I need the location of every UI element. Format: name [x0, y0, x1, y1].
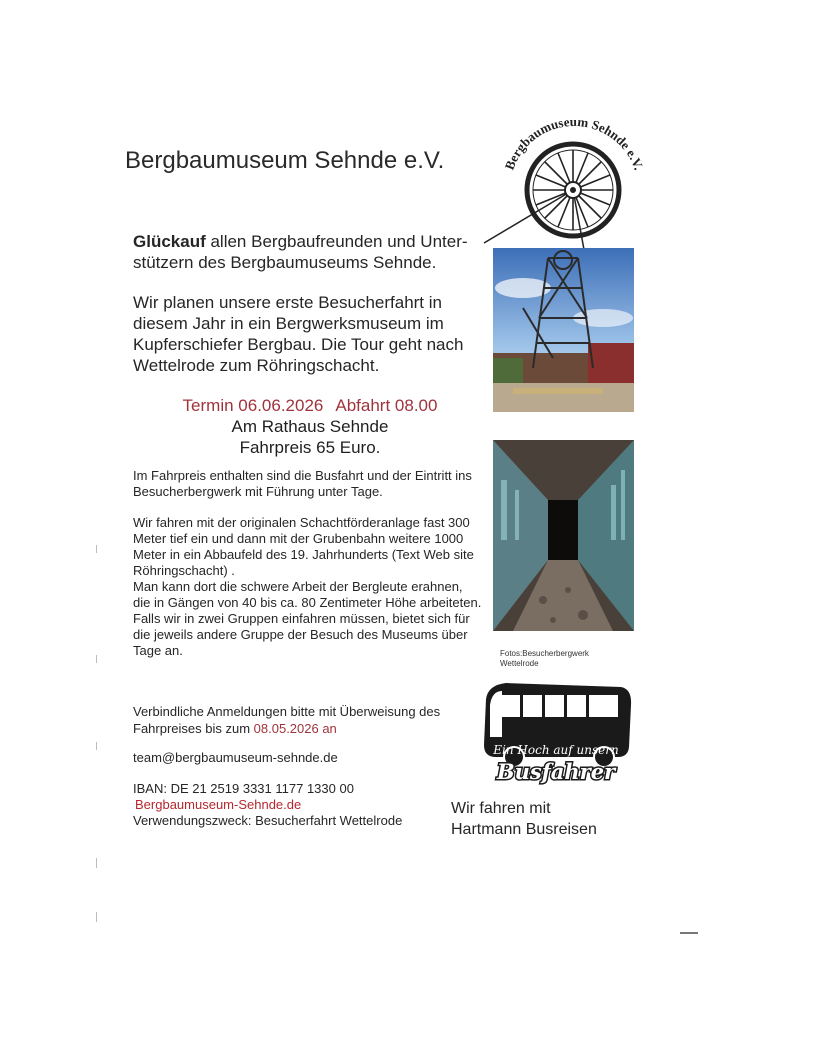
contact-email: team@bergbaumuseum-sehnde.de: [133, 750, 338, 765]
registration-text: [133, 703, 473, 737]
greeting-paragraph: [133, 231, 493, 273]
museum-logo: [470, 115, 652, 255]
caption-line-2: Wettelrode: [500, 659, 539, 668]
departure-place: Am Rathaus Sehnde: [231, 417, 389, 436]
payment-purpose: Verwendungszweck: Besucherfahrt Wettelrode: [133, 813, 403, 828]
operator-line-2: Hartmann Busreisen: [451, 821, 597, 838]
scan-mark: [96, 912, 97, 922]
included-text: Im Fahrpreis enthalten sind die Busfahrt und der Eintritt ins Besucherbergwerk mit Führung unter Tage.: [133, 468, 472, 499]
bus-slogan-line-1: Ein Hoch auf unsern: [493, 743, 619, 757]
scan-mark: [96, 858, 97, 868]
tour-line-1: Wir fahren mit der originalen Schachtförderanlage fast 300 Meter tief ein und dann mit der Grubenbahn weitere 1000 Meter in ein Abbaufeld des 19. Jahrhunderts (Text Web site Röhringschacht) .: [133, 515, 474, 578]
page-title: Bergbaumuseum Sehnde e.V.: [125, 147, 445, 174]
bus-slogan-line-2: Busfahrer: [496, 759, 616, 784]
registration-instructions: Verbindliche Anmeldungen bitte mit Überweisung des Fahrpreises bis zum: [133, 704, 441, 736]
caption-line-1: Fotos:Besucherbergwerk: [500, 649, 589, 658]
fare: Fahrpreis 65 Euro.: [239, 438, 381, 457]
registration-deadline: 08.05.2026 an: [253, 721, 337, 736]
tour-line-2: Man kann dort die schwere Arbeit der Bergleute erahnen, die in Gängen von 40 bis ca. 80 Zentimeter Höhe arbeiteten.: [133, 579, 482, 610]
scan-mark: [96, 545, 97, 553]
photo-caption: [500, 649, 589, 669]
departure-time: Abfahrt 08.00: [335, 396, 438, 415]
tunnel-photo: [493, 440, 634, 631]
headframe-photo: [493, 248, 634, 412]
scan-mark: [680, 932, 698, 934]
plan-paragraph: Wir planen unsere erste Besucherfahrt in diesem Jahr in ein Bergwerksmuseum im Kupferschiefer Bergbau. Die Tour geht nach Wettelrode zum Röhringschacht.: [133, 293, 464, 375]
termin-date: Termin 06.06.2026: [182, 396, 324, 415]
tour-description: [133, 515, 483, 659]
scan-mark: [96, 742, 97, 750]
greeting-text: allen Bergbaufreunden und Unter-stützern des Bergbaumuseums Sehnde.: [133, 232, 468, 272]
iban: IBAN: DE 21 2519 3331 1177 1330 00: [133, 781, 354, 796]
termin-line: [160, 395, 460, 416]
bus-operator: [451, 798, 597, 840]
scan-mark: [96, 655, 97, 663]
operator-line-1: Wir fahren mit: [451, 800, 551, 817]
greeting-bold: Glückauf: [133, 232, 206, 251]
account-holder: Bergbaumuseum-Sehnde.de: [135, 797, 302, 812]
logo-text: Bergbaumuseum Sehnde e.V.: [501, 115, 647, 172]
trip-info: [160, 395, 460, 458]
bus-logo: [476, 677, 636, 789]
tour-line-3: Falls wir in zwei Gruppen einfahren müssen, bietet sich für die jeweils andere Gruppe der Besuch des Museums über Tage an.: [133, 611, 470, 658]
